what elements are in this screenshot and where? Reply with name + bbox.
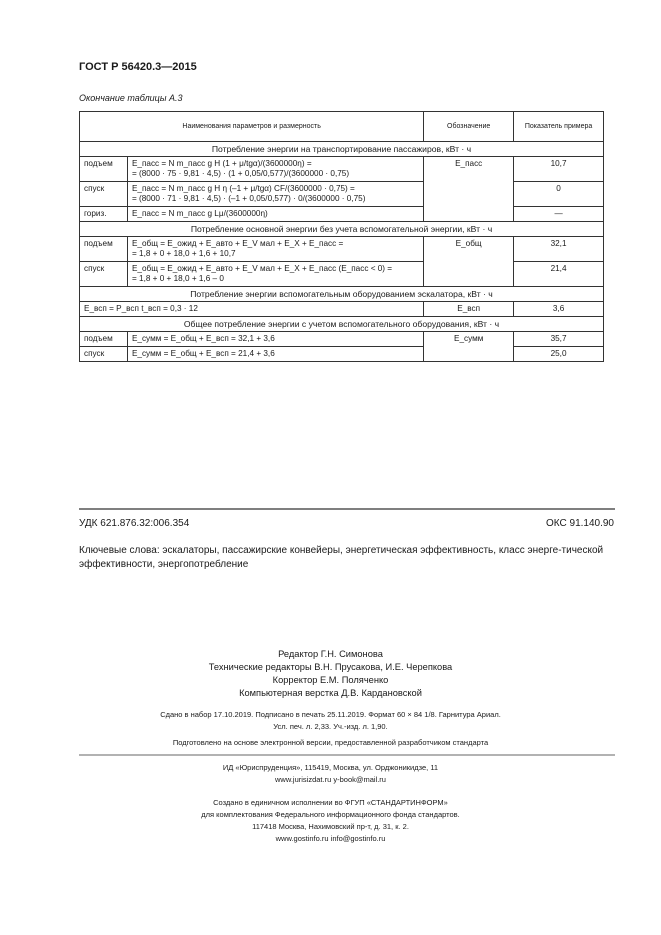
credit-tech-editors: Технические редакторы В.Н. Прусакова, И.Е. Черепкова: [208, 662, 453, 672]
symbol-cell: E_общ: [424, 237, 514, 287]
formula-cell: [127, 237, 423, 262]
value-cell: 3,6: [514, 302, 604, 317]
value-cell: —: [514, 207, 604, 222]
value-cell: 35,7: [514, 332, 604, 347]
row-label: подъем: [80, 332, 128, 347]
made-line-1: Создано в единичном исполнении во ФГУП «СТАНДАРТИНФОРМ»: [213, 798, 448, 807]
value-cell: 0: [514, 182, 604, 207]
print-info-1: Сдано в набор 17.10.2019. Подписано в печать 25.11.2019. Формат 60 × 84 1/8. Гарнитура Ариал.: [160, 710, 501, 719]
made-line-3: 117418 Москва, Нахимовский пр-т, д. 31, к. 2.: [252, 822, 409, 831]
formula-cell: E_пасс = N m_пасс g Lμ/(3600000η): [127, 207, 423, 222]
value-cell: 21,4: [514, 262, 604, 287]
column-header-value: Показатель примера: [514, 112, 604, 142]
row-label: спуск: [80, 347, 128, 362]
separator-line: [79, 508, 615, 510]
formula-line: E_пасс = N m_пасс g H (1 + μ/tgα)/(3600000η) =: [131, 159, 312, 168]
value-cell: 32,1: [514, 237, 604, 262]
energy-table: [79, 111, 604, 362]
section-title: Потребление основной энергии без учета вспомогательной энергии, кВт · ч: [80, 222, 604, 237]
symbol-cell: E_пасс: [424, 157, 514, 222]
formula-cell: E_всп = P_всп t_всп = 0,3 · 12: [80, 302, 424, 317]
formula-line: E_общ = E_ожид + E_авто + E_V мал + E_X + E_пасс =: [131, 239, 344, 248]
formula-line: = (8000 · 71 · 9,81 · 4,5) · (–1 + 0,05/0,577) · 0/(3600000 · 0,75): [131, 194, 366, 203]
oks-code: ОКС 91.140.90: [546, 518, 614, 529]
publisher-line-1: ИД «Юриспруденция», 115419, Москва, ул. Орджоникидзе, 11: [222, 763, 439, 772]
formula-cell: [127, 157, 423, 182]
row-label: подъем: [80, 157, 128, 182]
formula-line: = 1,8 + 0 + 18,0 + 1,6 – 0: [131, 274, 224, 283]
symbol-cell: E_всп: [424, 302, 514, 317]
section-title: Общее потребление энергии с учетом вспомогательного оборудования, кВт · ч: [80, 317, 604, 332]
formula-line: E_пасс = N m_пасс g H η (–1 + μ/tgα) CF/(3600000 · 0,75) =: [131, 184, 355, 193]
document-header: ГОСТ Р 56420.3—2015: [79, 61, 197, 73]
udk-code: УДК 621.876.32:006.354: [79, 518, 190, 529]
formula-cell: [127, 182, 423, 207]
formula-cell: E_сумм = E_общ + E_всп = 32,1 + 3,6: [127, 332, 423, 347]
symbol-cell: E_сумм: [424, 332, 514, 362]
keywords: Ключевые слова: эскалаторы, пассажирские конвейеры, энергетическая эффективность, класс энерге-тической эффективности, энергопотребление: [79, 545, 604, 570]
formula-line: = 1,8 + 0 + 18,0 + 1,6 + 10,7: [131, 249, 236, 258]
credit-layout: Компьютерная верстка Д.В. Кардановской: [239, 688, 422, 698]
credits-block: [0, 648, 661, 700]
print-info-2: Усл. печ. л. 2,33. Уч.-изд. л. 1,90.: [273, 722, 388, 731]
formula-cell: [127, 262, 423, 287]
credit-corrector: Корректор Е.М. Поляченко: [272, 675, 389, 685]
made-line-4: www.gostinfo.ru info@gostinfo.ru: [275, 834, 386, 843]
row-label: спуск: [80, 182, 128, 207]
print-info-3: Подготовлено на основе электронной версии, предоставленной разработчиком стандарта: [172, 738, 489, 747]
row-label: спуск: [80, 262, 128, 287]
row-label: гориз.: [80, 207, 128, 222]
separator-line: [79, 754, 615, 756]
section-title: Потребление энергии вспомогательным оборудованием эскалатора, кВт · ч: [80, 287, 604, 302]
credit-editor: Редактор Г.Н. Симонова: [278, 649, 383, 659]
column-header-symbol: Обозначение: [424, 112, 514, 142]
publisher-line-2: www.jurisizdat.ru y-book@mail.ru: [275, 775, 386, 784]
value-cell: 10,7: [514, 157, 604, 182]
made-line-2: для комплектования Федерального информационного фонда стандартов.: [201, 810, 460, 819]
column-header-param: Наименования параметров и размерность: [80, 112, 424, 142]
formula-line: E_общ = E_ожид + E_авто + E_V мал + E_X + E_пасс (E_пасс < 0) =: [131, 264, 393, 273]
table-caption: Окончание таблицы А.3: [79, 93, 183, 103]
row-label: подъем: [80, 237, 128, 262]
value-cell: 25,0: [514, 347, 604, 362]
formula-cell: E_сумм = E_общ + E_всп = 21,4 + 3,6: [127, 347, 423, 362]
section-title: Потребление энергии на транспортирование пассажиров, кВт · ч: [80, 142, 604, 157]
formula-line: = (8000 · 75 · 9,81 · 4,5) · (1 + 0,05/0,577)/(3600000 · 0,75): [131, 169, 350, 178]
